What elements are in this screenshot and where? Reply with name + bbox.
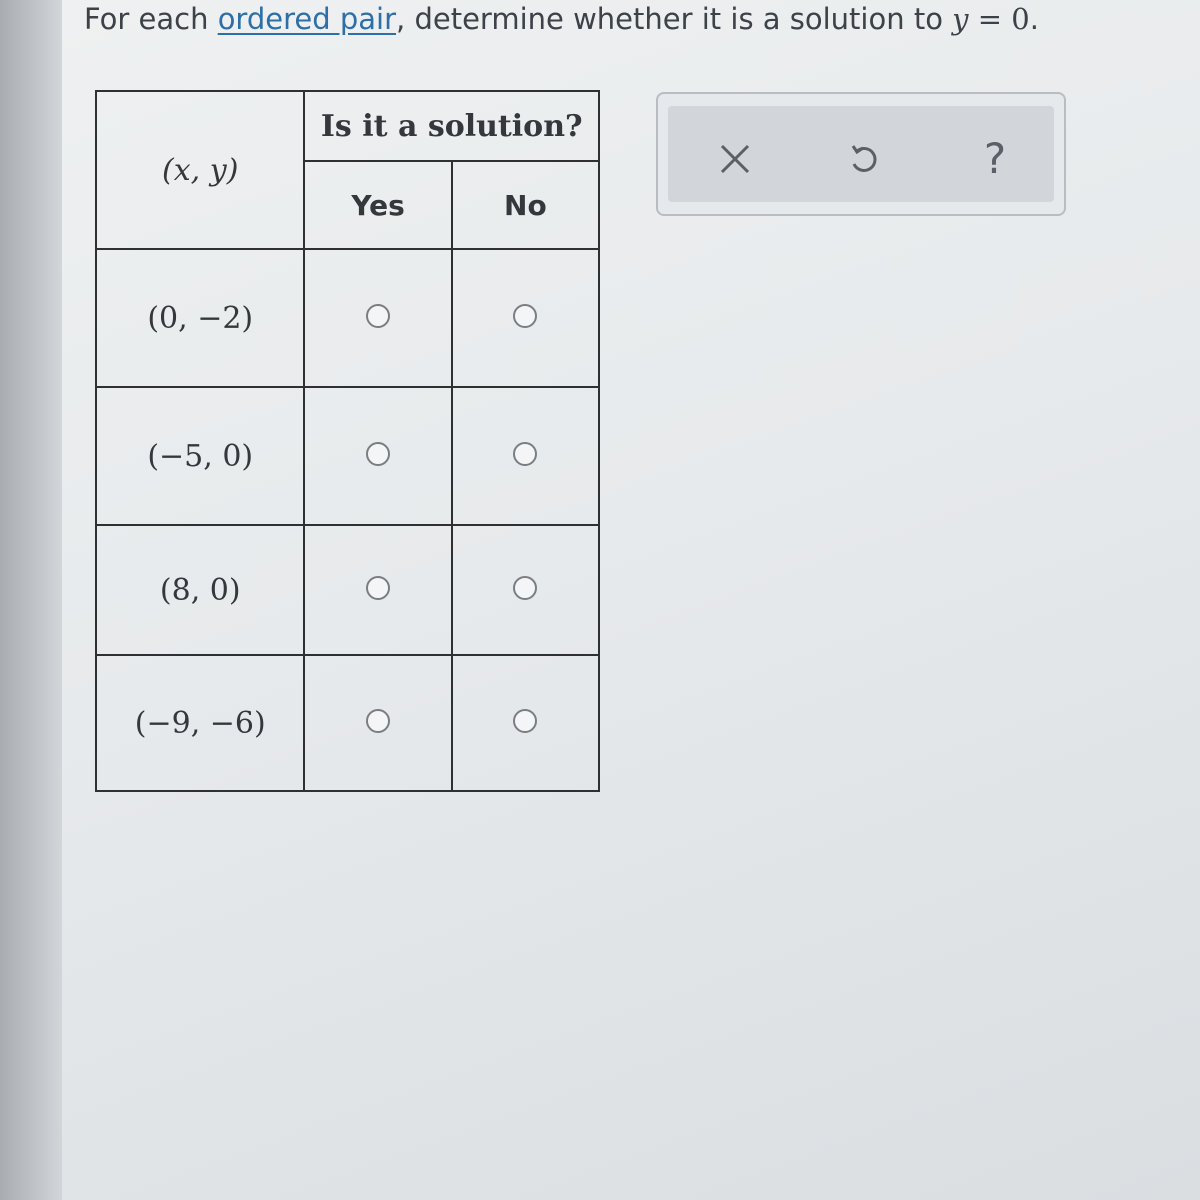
- yes-radio[interactable]: [366, 709, 390, 733]
- ordered-pair-cell: (0, −2): [96, 249, 304, 387]
- question-prompt: [84, 0, 1184, 40]
- equation: [952, 2, 1030, 36]
- prompt-text-start: For each: [84, 2, 218, 36]
- equation-value: 0: [1011, 2, 1030, 36]
- ordered-pair-cell: (−5, 0): [96, 387, 304, 525]
- help-icon: ?: [983, 134, 1007, 183]
- screen-bezel: [0, 0, 62, 1200]
- no-radio[interactable]: [513, 709, 537, 733]
- solution-group-header: Is it a solution?: [304, 91, 599, 161]
- solution-table: [95, 90, 600, 792]
- no-radio[interactable]: [513, 304, 537, 328]
- no-column-header: No: [452, 161, 599, 249]
- no-cell: [452, 655, 599, 791]
- ordered-pair-cell: (8, 0): [96, 525, 304, 655]
- no-cell: [452, 249, 599, 387]
- yes-radio[interactable]: [366, 576, 390, 600]
- no-radio[interactable]: [513, 576, 537, 600]
- prompt-period: .: [1029, 2, 1039, 36]
- yes-cell: [304, 525, 451, 655]
- yes-cell: [304, 387, 451, 525]
- undo-icon: [846, 142, 880, 176]
- equation-variable: y: [952, 2, 969, 36]
- undo-button[interactable]: [838, 134, 888, 184]
- no-cell: [452, 387, 599, 525]
- close-icon: [718, 142, 752, 176]
- equation-equals: =: [968, 2, 1012, 36]
- prompt-text-middle: , determine whether it is a solution to: [396, 2, 953, 36]
- table-row: [96, 249, 599, 387]
- ordered-pair-link[interactable]: ordered pair: [217, 2, 397, 36]
- pair-column-header: (x, y): [96, 91, 304, 249]
- ordered-pair-cell: (−9, −6): [96, 655, 304, 791]
- yes-radio[interactable]: [366, 304, 390, 328]
- yes-cell: [304, 249, 451, 387]
- toolbar-panel: [668, 106, 1054, 202]
- table-row: [96, 387, 599, 525]
- table-row: [96, 525, 599, 655]
- answer-toolbar: [656, 92, 1066, 216]
- clear-button[interactable]: [710, 134, 760, 184]
- yes-cell: [304, 655, 451, 791]
- help-button[interactable]: [970, 134, 1020, 184]
- table-row: [96, 655, 599, 791]
- no-radio[interactable]: [513, 442, 537, 466]
- yes-radio[interactable]: [366, 442, 390, 466]
- no-cell: [452, 525, 599, 655]
- yes-column-header: Yes: [304, 161, 451, 249]
